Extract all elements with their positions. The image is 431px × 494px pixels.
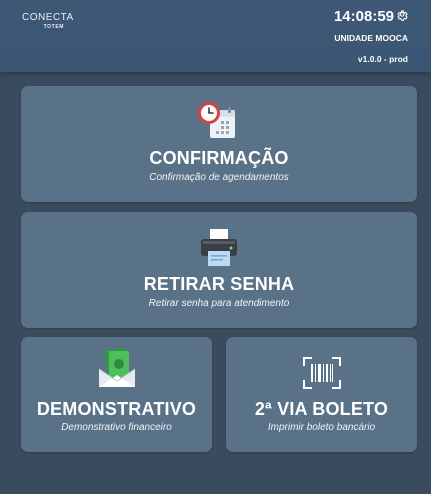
printer-icon [199, 226, 239, 268]
confirmacao-button[interactable] [21, 86, 417, 202]
calendar-clock-icon [197, 100, 241, 142]
header-bar [0, 0, 431, 72]
demonstrativo-title: DEMONSTRATIVO [36, 399, 197, 419]
retirar-senha-subtitle: Retirar senha para atendimento [148, 298, 290, 309]
retirar-senha-button[interactable] [21, 212, 417, 328]
gear-icon[interactable] [396, 9, 409, 22]
app-version: v1.0.0 - prod [357, 54, 408, 64]
boleto-subtitle: Imprimir boleto bancário [267, 422, 376, 433]
confirmacao-subtitle: Confirmação de agendamentos [149, 172, 289, 183]
clock: 14:08:59 [333, 8, 394, 25]
brand-name: CONECTA [22, 12, 74, 23]
unit-name: UNIDADE MOOCA [334, 33, 408, 43]
brand-sub: TOTEM [43, 24, 65, 30]
demonstrativo-subtitle: Demonstrativo financeiro [61, 422, 172, 433]
boleto-title: 2ª VIA BOLETO [254, 399, 389, 419]
barcode-scan-icon [302, 356, 342, 390]
brand-logo [22, 12, 74, 31]
demonstrativo-button[interactable] [21, 337, 212, 452]
segunda-via-boleto-button[interactable] [226, 337, 417, 452]
money-envelope-icon [96, 347, 138, 391]
retirar-senha-title: RETIRAR SENHA [143, 274, 295, 294]
confirmacao-title: CONFIRMAÇÃO [149, 148, 289, 168]
